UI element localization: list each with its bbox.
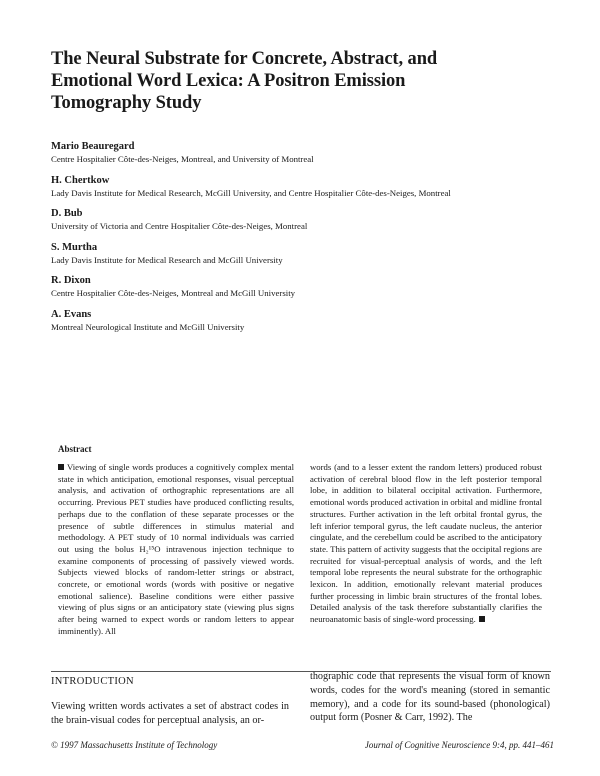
copyright-footer: © 1997 Massachusetts Institute of Technology bbox=[51, 740, 218, 750]
section-square-icon bbox=[58, 464, 64, 470]
abstract-column-left bbox=[58, 462, 294, 638]
author-affiliation: Centre Hospitalier Côte-des-Neiges, Montreal and McGill University bbox=[51, 288, 296, 298]
author-affiliation: Lady Davis Institute for Medical Research and McGill University bbox=[51, 254, 283, 265]
introduction-text-left: Viewing written words activates a set of abstract codes in the brain-visual codes for perceptual analysis, an or- bbox=[51, 701, 289, 726]
author-affiliation: Lady Davis Institute for Medical Research, McGill University, and Centre Hospitalier Côte-des-Neiges, Montreal bbox=[51, 187, 451, 198]
author-affiliation: Centre Hospitalier Côte-des-Neiges, Montreal, and University of Montreal bbox=[51, 154, 314, 164]
end-square-icon bbox=[479, 616, 485, 622]
introduction-text-right: thographic code that represents the visual form of known words, codes for the word's meaning (stored in semantic memory), and a code for its sound-based (phonological) output form (Posner & Carr, 1992). The bbox=[310, 671, 550, 724]
author-name: Mario Beauregard bbox=[51, 141, 135, 152]
author-affiliation: Montreal Neurological Institute and McGill University bbox=[51, 321, 245, 332]
author-block bbox=[51, 140, 551, 165]
author-name: A. Evans bbox=[51, 308, 92, 320]
author-block bbox=[51, 308, 551, 333]
abstract-text-left: Viewing of single words produces a cognitively complex mental state in which anticipation, emotional responses, visual perceptual analysis, and activation of orthographic representations are all occurring. Previous PET studies have produced conflicting results, perhaps due to the conflation of these separate processes or the presence of subtle differences in stimulus material and methodology. A PET study of 10 normal individuals was carried out using the bolus H₂¹⁵O intravenous injection technique to examine components of processing of passively viewed words. Subjects viewed blocks of random-letter strings or abstract, concrete, or emotional words (words with positive or negative emotional salience). Baseline conditions were either passive viewing of plus signs or an anticipatory state (viewing plus signs after being warned to expect words or random letters to appear imminently). All bbox=[58, 462, 294, 636]
author-block bbox=[51, 241, 551, 266]
author-block bbox=[51, 274, 551, 299]
abstract-column-right bbox=[310, 462, 542, 626]
author-name: S. Murtha bbox=[51, 241, 98, 253]
author-block bbox=[51, 207, 551, 232]
author-name: H. Chertkow bbox=[51, 174, 110, 186]
author-name: R. Dixon bbox=[51, 275, 91, 286]
author-name: D. Bub bbox=[51, 208, 83, 219]
journal-citation-footer: Journal of Cognitive Neuroscience 9:4, pp. 441–461 bbox=[364, 740, 554, 750]
author-list bbox=[51, 140, 551, 341]
paper-title: The Neural Substrate for Concrete, Abstract, and Emotional Word Lexica: A Positron Emission Tomography Study bbox=[51, 49, 438, 113]
introduction-heading: INTRODUCTION bbox=[51, 676, 134, 687]
abstract-heading: Abstract bbox=[58, 444, 92, 454]
abstract-text-right: words (and to a lesser extent the random letters) produced robust activation of cerebral blood flow in the left posterior temporal lobe, in addition to bilateral occipital activation. Furthermore, emotional words produced activation in orbital and midline frontal structures. Further activation in the left orbital frontal gyrus, the left inferior temporal gyrus, the left caudate nucleus, the anterior cingulate, and the cerebellum could be ascribed to the anticipatory state. This pattern of activity suggests that the occipital regions are recruited for visual-perceptual analysis of words, and the left temporal lobe represents the neural substrate for the orthographic lexicon. In addition, emotionally relevant material produces further processing in limbic brain structures of the frontal lobes. Detailed analysis of the task therefore substantially clarifies the neuroanatomic basis of single-word processing. bbox=[310, 462, 542, 625]
author-affiliation: University of Victoria and Centre Hospitalier Côte-des-Neiges, Montreal bbox=[51, 221, 308, 231]
author-block bbox=[51, 174, 551, 199]
